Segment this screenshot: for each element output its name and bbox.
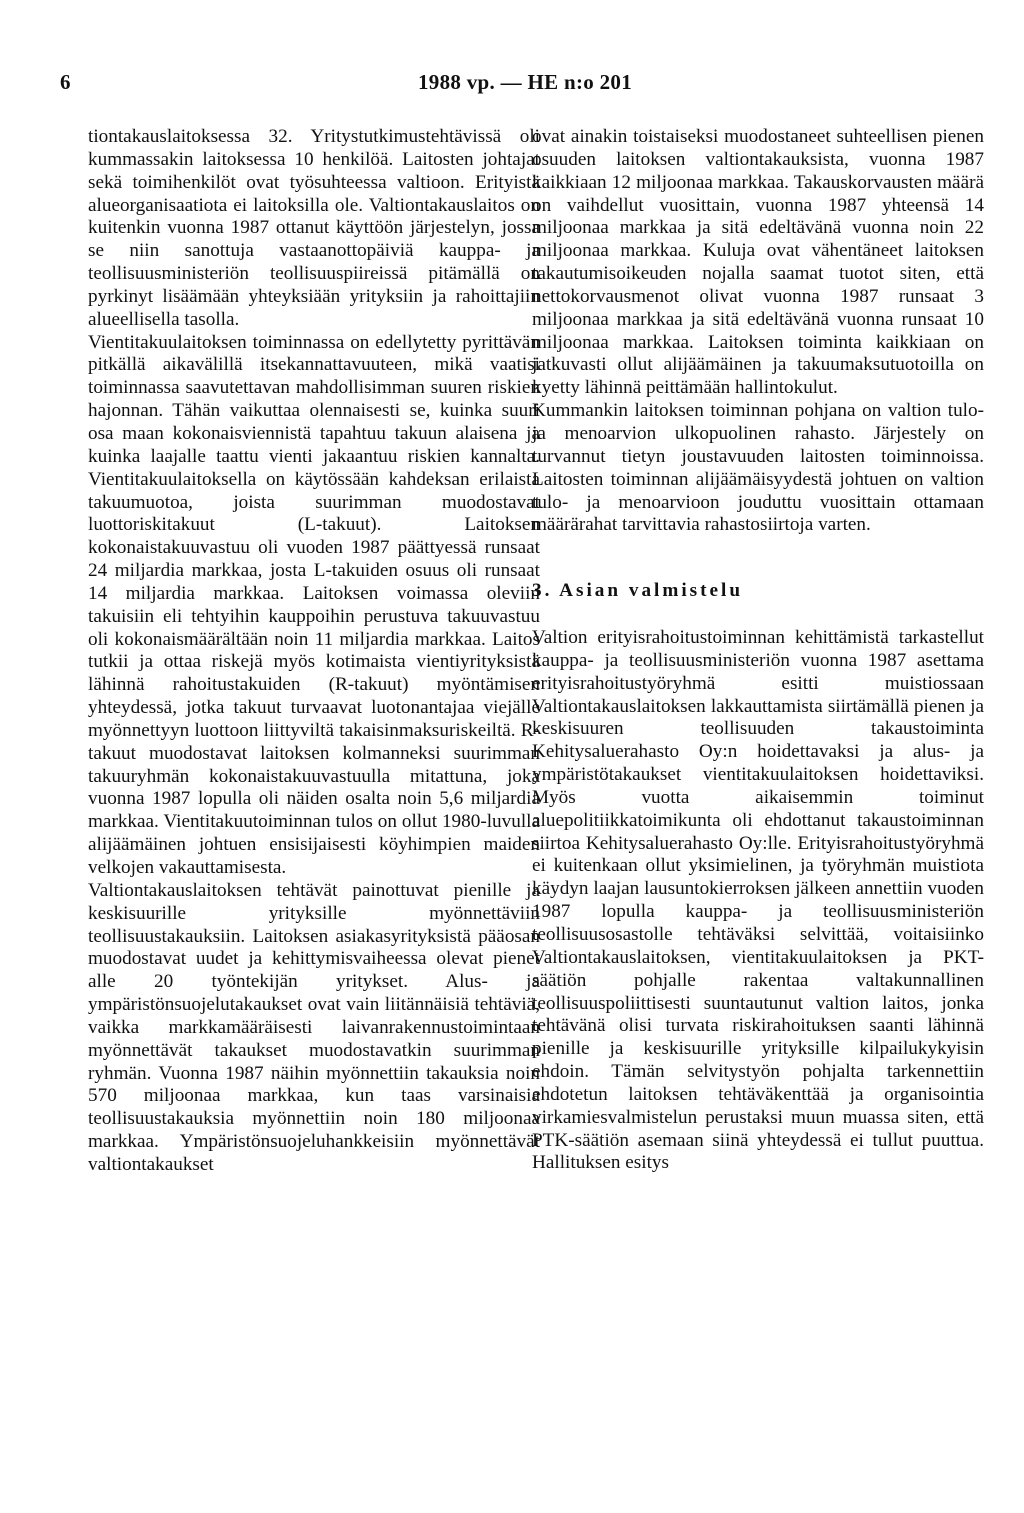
paragraph: Vientitakuulaitoksen toiminnassa on edellytetty pyrittävän pitkällä aikavälillä itsekannattavuuteen, mikä vaatisi toiminnassa saavutettavan mahdollisimman suuren riskien hajonnan. Tähän vaikuttaa olennaisesti se, kuinka suuri osa maan kokonaisviennistä tapahtuu takuun alaisena ja kuinka laajalle taattu vienti jakaantuu riskien kannalta. Vientitakuulaitoksella on käytössään kahdeksan erilaista takuumuotoa, joista suurimman muodostavat luottoriskitakuut (L-takuut). Laitoksen kokonaistakuuvastuu oli vuoden 1987 päättyessä runsaat 24 miljardia markkaa, josta L-takuiden osuus oli runsaat 14 miljardia markkaa. Laitoksen voimassa oleviin takuisiin eli tehtyihin kauppoihin perustuva takuuvastuu oli kokonaismäärältään noin 11 miljardia markkaa. Laitos tutkii ja ottaa riskejä myös kotimaista vientiyrityksistä lähinnä rahoitustakuiden (R-takuut) myöntämisen yhteydessä, jotka takuut turvaavat luotonantajaa viejälle myönnettyyn luottoon liittyviltä takaisinmaksuriskeiltä. R-takuut muodostavat laitoksen kolmanneksi suurimman takuuryhmän kokonaistakuuvastuulla mitattuna, joka vuonna 1987 lopulla oli näiden osalta noin 5,6 miljardia markkaa. Vientitakuutoiminnan tulos on ollut 1980-luvulla alijäämäinen johtuen ensisijaisesti köyhimpien maiden velkojen vakauttamisesta. [88, 331, 540, 878]
paragraph: Valtiontakauslaitoksen tehtävät painottuvat pienille ja keskisuurille yrityksille myönnettäviin teollisuustakauksiin. Laitoksen asiakasyrityksistä pääosan muodostavat uudet ja kehittymisvaiheessa olevat pienet alle 20 työntekijän yritykset. Alus- ja ympäristönsuojelutakaukset ovat vain liitännäisiä tehtäviä, vaikka markkamääräisesti laivanrakennustoimintaan myönnettävät takaukset muodostavatkin suurimman ryhmän. Vuonna 1987 näihin myönnettiin takauksia noin 570 miljoonaa markkaa, kun taas varsinaisia teollisuustakauksia myönnettiin noin 180 miljoonaa markkaa. Ympäristönsuojeluhankkeisiin myönnettävät valtiontakaukset [88, 879, 540, 1175]
paragraph: tiontakauslaitoksessa 32. Yritystutkimustehtävissä oli kummassakin laitoksessa 10 henkilöä. Laitosten johtajat sekä toimihenkilöt ovat työsuhteessa valtioon. Erityistä alueorganisaatiota ei laitoksilla ole. Valtiontakauslaitos on kuitenkin vuonna 1987 ottanut käyttöön järjestelyn, jossa se niin sanottuja vastaanottopäiviä kauppa- ja teollisuusministeriön teollisuuspiireissä pitämällä on pyrkinyt lisäämään yhteyksiään yrityksiin ja rahoittajiin alueellisella tasolla. [88, 126, 540, 330]
left-column [88, 126, 540, 1177]
page-header [60, 70, 990, 100]
section-heading: 3. Asian valmistelu [532, 580, 744, 602]
page-number: 6 [60, 70, 71, 94]
running-head: 1988 vp. — HE n:o 201 [418, 70, 632, 94]
paragraph: Valtion erityisrahoitustoiminnan kehittämistä tarkastellut kauppa- ja teollisuusministeriön vuonna 1987 asettama erityisrahoitustyöryhmä esitti muistiossaan Valtiontakauslaitoksen lakkauttamista siirtämällä pienen ja keskisuuren teollisuuden takaustoiminta Kehitysaluerahasto Oy:n hoidettavaksi ja alus- ja ympäristötakaukset vientitakuulaitoksen hoidettaviksi. Myös vuotta aikaisemmin toiminut aluepolitiikkatoimikunta oli ehdottanut takaustoiminnan siirtoa Kehitysaluerahasto Oy:lle. Erityisrahoitustyöryhmä ei kuitenkaan ollut yksimielinen, ja työryhmän muistiota käydyn laajan lausuntokierroksen jälkeen annettiin vuoden 1987 lopulla kauppa- ja teollisuusministeriön teollisuusosastolle tehtäväksi selvittää, voitaisiinko Valtiontakauslaitoksen, vientitakuulaitoksen ja PKT-säätiön pohjalle rakentaa valtakunnallinen teollisuuspoliittisesti suuntautunut valtion laitos, jonka tehtävänä olisi turvata riskirahoituksen saanti lähinnä pienille ja keskisuurille yrityksille kilpailukykyisin ehdoin. Tämän selvitystyön pohjalta tarkennettiin ehdotetun laitoksen tehtäväkenttää ja organisointia virkamiesvalmistelun perustaksi muun muassa siten, että PTK-säätiön asemaan siinä yhteydessä ei tullut puuttua. Hallituksen esitys [532, 627, 984, 1174]
right-column [532, 126, 984, 1175]
paragraph: ovat ainakin toistaiseksi muodostaneet suhteellisen pienen osuuden laitoksen valtiontakauksista, vuonna 1987 kaikkiaan 12 miljoonaa markkaa. Takauskorvausten määrä on vaihdellut vuosittain, vuonna 1987 yhteensä 14 miljoonaa markkaa ja sitä edeltävänä vuonna noin 22 miljoonaa markkaa. Kuluja ovat vähentäneet laitoksen takautumisoikeuden nojalla saamat tuotot siten, että nettokorvausmenot olivat vuonna 1987 runsaat 3 miljoonaa markkaa ja sitä edeltävänä vuonna runsaat 10 miljoonaa markkaa. Laitoksen toiminta kaikkiaan on jatkuvasti ollut alijäämäinen ja takuumaksutuotoilla on kyetty lähinnä peittämään hallintokulut. [532, 126, 984, 399]
paragraph: Kummankin laitoksen toiminnan pohjana on valtion tulo- ja menoarvion ulkopuolinen rahasto. Järjestely on turvannut tietyn joustavuuden laitosten toiminnoissa. Laitosten toiminnan alijäämäisyydestä johtuen on valtion tulo- ja menoarvioon jouduttu vuosittain ottamaan määrärahat tarvittavia rahastosiirtoja varten. [532, 400, 984, 536]
